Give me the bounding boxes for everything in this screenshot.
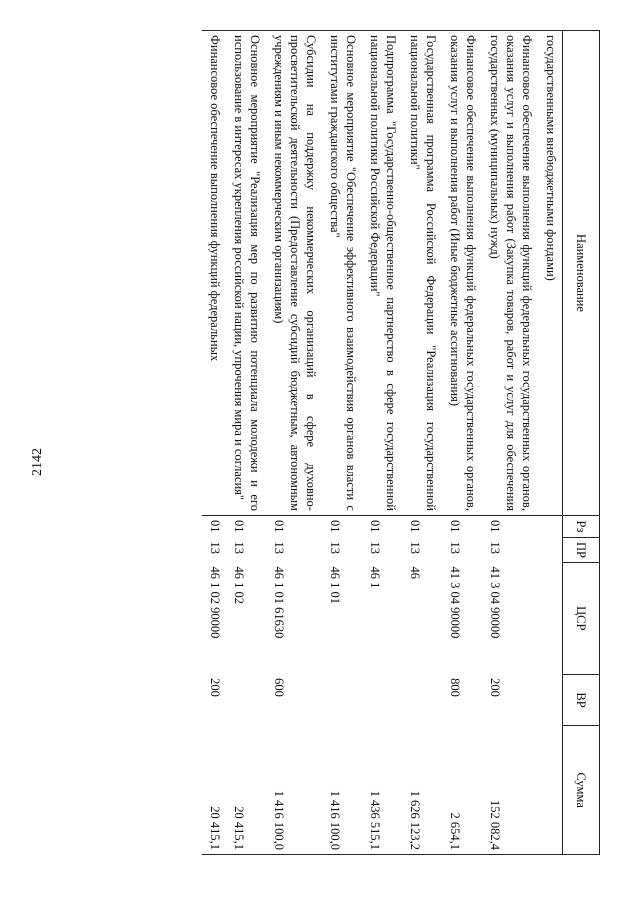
page-number (28, 447, 48, 477)
row-sum: 20 415,1 (226, 726, 266, 855)
row-vr (538, 674, 563, 726)
table-row (442, 31, 482, 855)
row-csr: 46 (408, 566, 422, 579)
row-pr: 13 (232, 541, 246, 554)
row-name: Финансовое обеспечение выполнения функций федеральных государственных органов, оказания услуг и выполнения работ (Закупка товаров, работ и услуг для обеспечения государственных (муниципальных) нужд) (482, 31, 538, 516)
row-sum (538, 726, 563, 855)
row-name: Финансовое обеспечение выполнения функций федеральных государственных органов, оказания услуг и выполнения работ (Иные бюджетные ассигнования) (442, 31, 482, 516)
row-vr: 200 (488, 678, 502, 697)
row-rz: 01 (232, 519, 246, 533)
row-pr: 13 (328, 541, 342, 554)
row-csr: 46 1 02 90000 (208, 566, 222, 639)
row-vr (322, 674, 362, 726)
row-sum: 1 626 123,2 (402, 726, 442, 855)
header-pr: ПР (563, 537, 600, 562)
row-rz: 01 (408, 519, 422, 533)
row-vr: 600 (272, 678, 286, 697)
row-vr (402, 674, 442, 726)
table-row (266, 31, 322, 855)
header-sum: Сумма (563, 726, 600, 855)
row-vr: 200 (208, 678, 222, 697)
row-pr: 13 (408, 541, 422, 554)
row-rz: 01 (272, 519, 286, 533)
row-sum: 152 082,4 (482, 726, 538, 855)
row-rz: 01 (208, 519, 222, 533)
table-header-row (563, 31, 600, 855)
row-name: Субсидии на поддержку некоммерческих организаций в сфере духовно-просветительской деятельности (Предоставление субсидий бюджетным, автономным учреждениям и иным некоммерческим организациям) (266, 31, 322, 516)
page-number-text: 2142 (30, 448, 45, 476)
row-csr (538, 562, 563, 674)
row-name: Подпрограмма "Государственно-общественное партнерство в сфере государственной национальной политики Российской Федерации" (362, 31, 402, 516)
table-row (538, 31, 563, 855)
row-rz (538, 515, 563, 537)
table-row (202, 31, 226, 855)
row-rz: 01 (328, 519, 342, 533)
row-csr: 46 1 01 61630 (272, 566, 286, 639)
table-row (362, 31, 402, 855)
row-pr (538, 537, 563, 562)
row-csr: 46 1 (368, 566, 382, 589)
row-sum: 2 654,1 (442, 726, 482, 855)
table-row (322, 31, 362, 855)
row-pr: 13 (208, 541, 222, 554)
row-name: государственными внебюджетными фондами) (538, 31, 563, 516)
row-rz: 01 (488, 519, 502, 533)
row-rz: 01 (448, 519, 462, 533)
table-row (402, 31, 442, 855)
row-pr: 13 (368, 541, 382, 554)
header-vr: ВР (563, 674, 600, 726)
header-rz: Рз (563, 515, 600, 537)
table-row (226, 31, 266, 855)
row-pr: 13 (488, 541, 502, 554)
row-csr: 41 3 04 90000 (448, 566, 462, 639)
row-csr: 46 1 01 (328, 566, 342, 604)
budget-table (202, 30, 600, 855)
row-vr: 800 (448, 678, 462, 697)
row-sum: 1 416 100,0 (266, 726, 322, 855)
row-name: Финансовое обеспечение выполнения функций федеральных (202, 31, 226, 516)
row-vr (362, 674, 402, 726)
row-pr: 13 (272, 541, 286, 554)
row-name: Государственная программа Российской Федерации "Реализация государственной национальной политики" (402, 31, 442, 516)
row-pr: 13 (448, 541, 462, 554)
header-csr: ЦСР (563, 562, 600, 674)
row-csr: 46 1 02 (232, 566, 246, 604)
row-sum: 1 416 100,0 (322, 726, 362, 855)
row-name: Основное мероприятие "Обеспечение эффективного взаимодействия органов власти с институтами гражданского общества" (322, 31, 362, 516)
rotated-table-container (60, 30, 600, 855)
row-name: Основное мероприятие "Реализация мер по развитию потенциала молодежи и его использование в интересах укрепления российской нации, упрочения мира и согласия" (226, 31, 266, 516)
row-sum: 1 436 515,1 (362, 726, 402, 855)
row-vr (226, 674, 266, 726)
header-name: Наименование (563, 31, 600, 516)
row-rz: 01 (368, 519, 382, 533)
table-row (482, 31, 538, 855)
row-sum: 20 415,1 (202, 726, 226, 855)
row-csr: 41 3 04 90000 (488, 566, 502, 639)
